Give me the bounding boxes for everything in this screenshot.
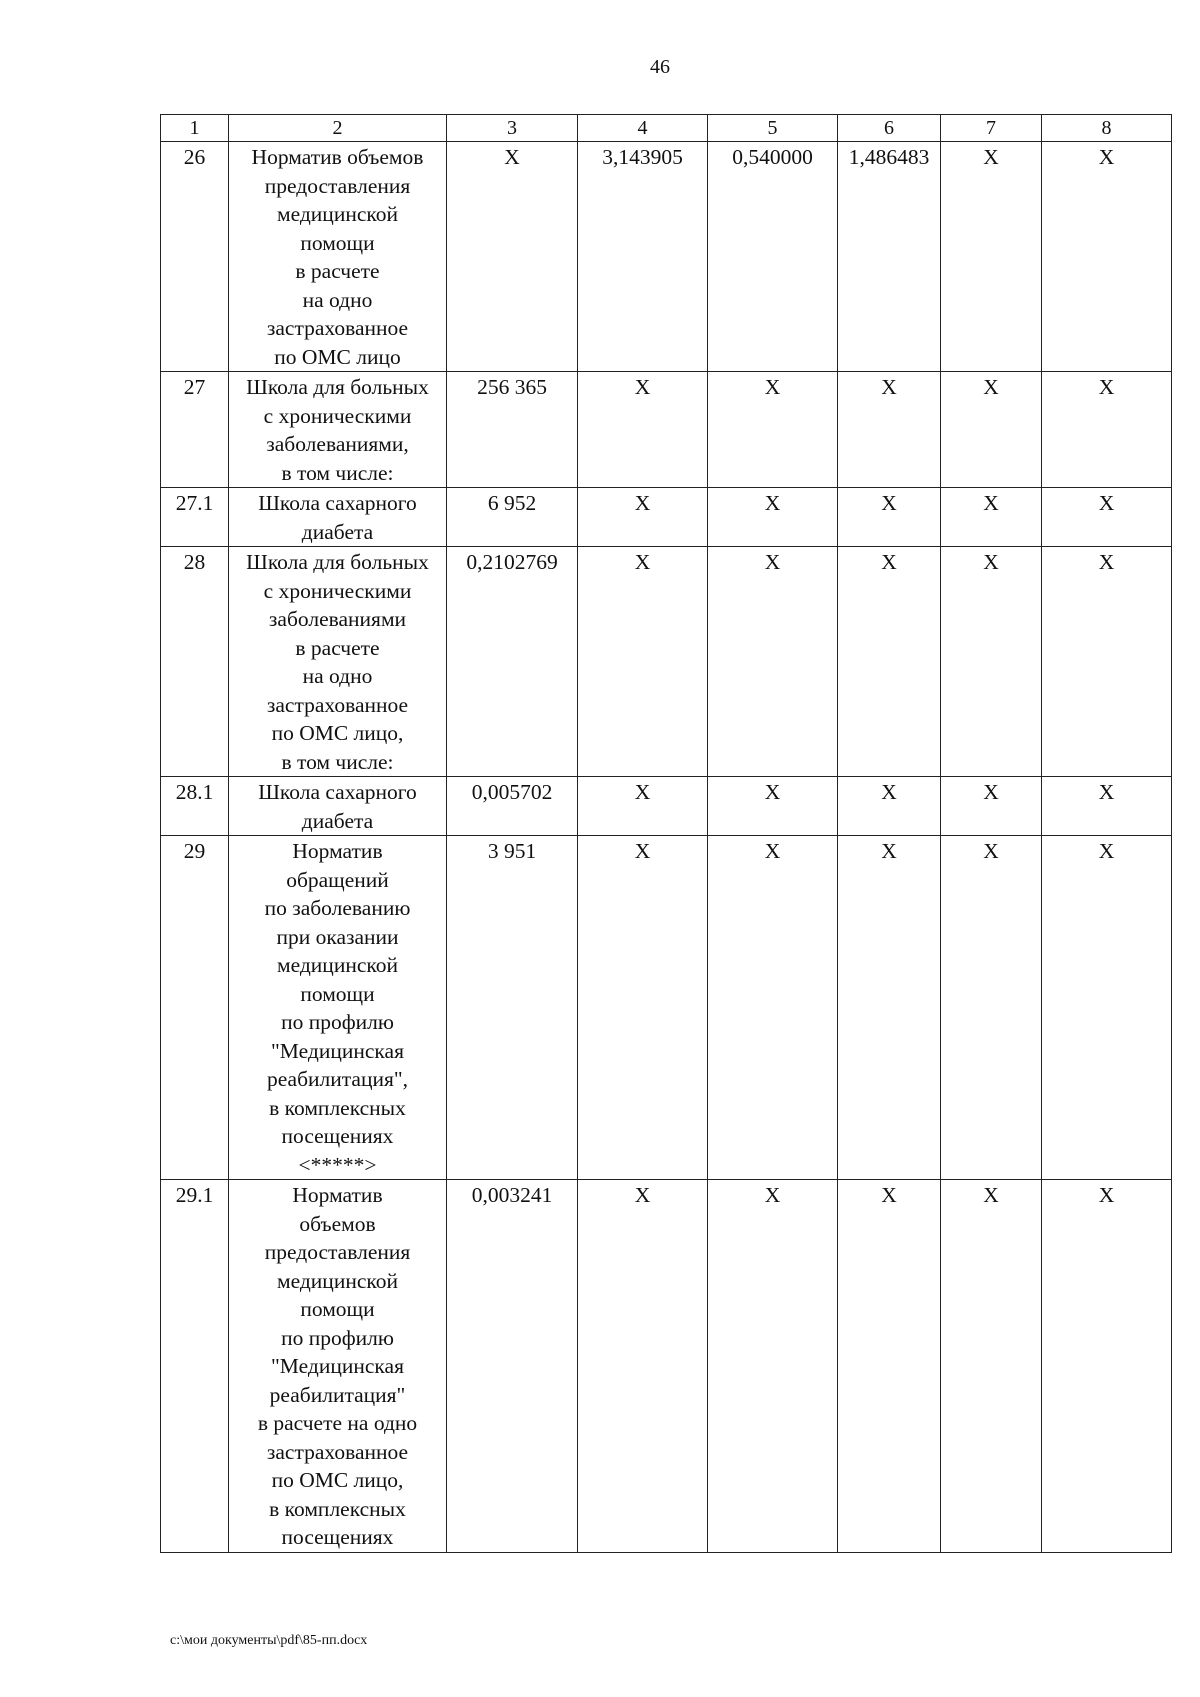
table-cell-col-3: X — [447, 142, 578, 372]
table-cell-col-8: X — [1042, 372, 1172, 488]
table-cell-col-6: X — [838, 372, 941, 488]
table-cell-col-1: 29.1 — [161, 1180, 229, 1553]
table-cell-col-3: 0,003241 — [447, 1180, 578, 1553]
column-header-7: 7 — [941, 115, 1042, 142]
table-cell-col-4: X — [578, 488, 708, 547]
table-cell-col-1: 29 — [161, 836, 229, 1180]
column-header-3: 3 — [447, 115, 578, 142]
table-cell-col-6: X — [838, 1180, 941, 1553]
table-cell-col-7: X — [941, 1180, 1042, 1553]
table-row — [161, 142, 1172, 372]
column-header-4: 4 — [578, 115, 708, 142]
table-cell-col-4: X — [578, 836, 708, 1180]
table-row — [161, 372, 1172, 488]
table-cell-col-7: X — [941, 777, 1042, 836]
table-cell-col-2: Школа для больных с хроническими заболеваниями в расчете на одно застрахованное по ОМС лицо, в том числе: — [229, 547, 447, 777]
table-cell-col-3: 3 951 — [447, 836, 578, 1180]
table-cell-col-7: X — [941, 488, 1042, 547]
table-cell-col-3: 6 952 — [447, 488, 578, 547]
table-cell-col-5: X — [708, 777, 838, 836]
table-cell-col-5: 0,540000 — [708, 142, 838, 372]
table-cell-col-6: X — [838, 488, 941, 547]
table-cell-col-7: X — [941, 372, 1042, 488]
table-cell-col-2: Норматив объемов предоставления медицинской помощи по профилю "Медицинская реабилитация" в расчете на одно застрахованное по ОМС лицо, в комплексных посещениях — [229, 1180, 447, 1553]
table-cell-col-8: X — [1042, 142, 1172, 372]
table-cell-col-4: X — [578, 1180, 708, 1553]
table-cell-col-8: X — [1042, 836, 1172, 1180]
table-cell-col-4: X — [578, 777, 708, 836]
table-cell-col-7: X — [941, 142, 1042, 372]
table-cell-col-5: X — [708, 547, 838, 777]
table-cell-col-3: 256 365 — [447, 372, 578, 488]
table-cell-col-1: 26 — [161, 142, 229, 372]
table-cell-col-6: X — [838, 777, 941, 836]
table-cell-col-1: 28.1 — [161, 777, 229, 836]
column-header-6: 6 — [838, 115, 941, 142]
table-cell-col-4: X — [578, 547, 708, 777]
column-header-5: 5 — [708, 115, 838, 142]
table-cell-col-1: 27.1 — [161, 488, 229, 547]
table-cell-col-5: X — [708, 372, 838, 488]
table-cell-col-2: Школа сахарного диабета — [229, 488, 447, 547]
table-cell-col-2: Школа сахарного диабета — [229, 777, 447, 836]
data-table — [160, 114, 1172, 1553]
table-cell-col-5: X — [708, 488, 838, 547]
table-cell-col-6: X — [838, 547, 941, 777]
table-cell-col-5: X — [708, 1180, 838, 1553]
table-cell-col-1: 28 — [161, 547, 229, 777]
table-row — [161, 836, 1172, 1180]
table-cell-col-3: 0,005702 — [447, 777, 578, 836]
column-header-8: 8 — [1042, 115, 1172, 142]
table-cell-col-2: Норматив обращений по заболеванию при оказании медицинской помощи по профилю "Медицинская реабилитация", в комплексных посещениях <*****> — [229, 836, 447, 1180]
table-cell-col-5: X — [708, 836, 838, 1180]
table-row — [161, 547, 1172, 777]
table-cell-col-8: X — [1042, 1180, 1172, 1553]
table-cell-col-4: 3,143905 — [578, 142, 708, 372]
table-cell-col-1: 27 — [161, 372, 229, 488]
table-header-row — [161, 115, 1172, 142]
table-row — [161, 488, 1172, 547]
column-header-2: 2 — [229, 115, 447, 142]
table-row — [161, 1180, 1172, 1553]
table-cell-col-3: 0,2102769 — [447, 547, 578, 777]
page-number: 46 — [650, 56, 670, 78]
footer-file-path: c:\мои документы\pdf\85-пп.docx — [170, 1633, 368, 1648]
table-cell-col-8: X — [1042, 777, 1172, 836]
table-cell-col-2: Школа для больных с хроническими заболеваниями, в том числе: — [229, 372, 447, 488]
table-cell-col-6: X — [838, 836, 941, 1180]
table-row — [161, 777, 1172, 836]
table-cell-col-7: X — [941, 547, 1042, 777]
table-cell-col-2: Норматив объемов предоставления медицинской помощи в расчете на одно застрахованное по ОМС лицо — [229, 142, 447, 372]
table-cell-col-6: 1,486483 — [838, 142, 941, 372]
column-header-1: 1 — [161, 115, 229, 142]
table-cell-col-7: X — [941, 836, 1042, 1180]
table-cell-col-8: X — [1042, 547, 1172, 777]
table-cell-col-4: X — [578, 372, 708, 488]
table-cell-col-8: X — [1042, 488, 1172, 547]
